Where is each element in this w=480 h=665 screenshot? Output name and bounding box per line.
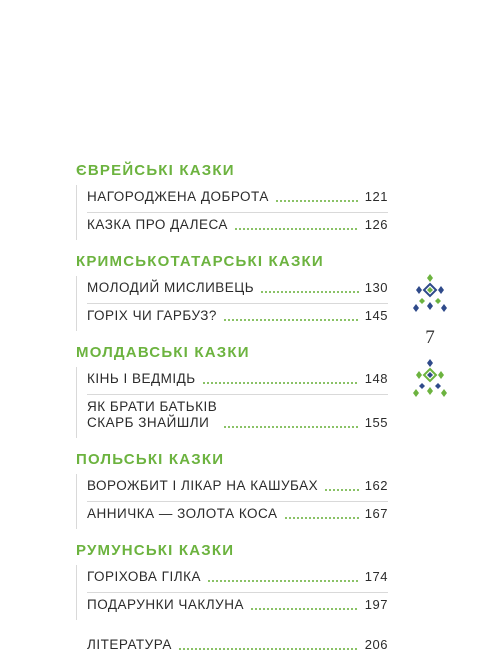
toc-entry[interactable]	[87, 395, 388, 438]
toc-entry[interactable]	[87, 367, 388, 395]
dot-leader	[260, 291, 359, 293]
section-heading: ПОЛЬСЬКІ КАЗКИ	[76, 451, 225, 468]
dot-leader	[275, 200, 359, 202]
toc-entry[interactable]	[87, 593, 388, 620]
entry-title: КІНЬ І ВЕДМІДЬ	[87, 371, 196, 386]
entry-title: ГОРІХОВА ГІЛКА	[87, 569, 201, 584]
dot-leader	[207, 580, 359, 582]
entry-list	[76, 565, 388, 620]
entry-title: ПОДАРУНКИ ЧАКЛУНА	[87, 597, 244, 612]
dot-leader	[223, 426, 359, 428]
entry-list	[76, 367, 388, 438]
dot-leader	[202, 382, 359, 384]
entry-page-number: 155	[364, 415, 388, 430]
entry-page-number: 197	[364, 597, 388, 612]
toc-section	[76, 162, 388, 240]
toc-section	[76, 344, 388, 438]
literature-section	[76, 633, 388, 660]
toc-entry[interactable]	[87, 565, 388, 593]
entry-list	[76, 474, 388, 529]
entry-title: НАГОРОДЖЕНА ДОБРОТА	[87, 189, 269, 204]
toc-entry[interactable]	[87, 185, 388, 213]
entry-title: МОЛОДИЙ МИСЛИВЕЦЬ	[87, 280, 255, 295]
section-heading: МОЛДАВСЬКІ КАЗКИ	[76, 344, 250, 361]
dot-leader	[250, 608, 359, 610]
entry-title: ЯК БРАТИ БАТЬКІВ СКАРБ ЗНАЙШЛИ	[87, 399, 218, 430]
toc-entry[interactable]	[87, 276, 388, 304]
entry-page-number: 130	[364, 280, 388, 295]
embroidery-ornament-icon	[413, 357, 447, 401]
toc-entry[interactable]	[87, 304, 388, 331]
entry-title: ВОРОЖБИТ І ЛІКАР НА КАШУБАХ	[87, 478, 319, 493]
entry-page-number: 148	[364, 371, 388, 386]
section-heading: РУМУНСЬКІ КАЗКИ	[76, 542, 235, 559]
page-side	[413, 272, 447, 406]
entry-title: КАЗКА ПРО ДАЛЕСА	[87, 217, 228, 232]
dot-leader	[223, 319, 359, 321]
dot-leader	[284, 517, 359, 519]
section-heading: КРИМСЬКОТАТАРСЬКІ КАЗКИ	[76, 253, 324, 270]
entry-page-number: 145	[364, 308, 388, 323]
dot-leader	[324, 489, 359, 491]
entry-title: ГОРІХ ЧИ ГАРБУЗ?	[87, 308, 217, 323]
toc-section	[76, 542, 388, 620]
toc-section	[76, 451, 388, 529]
entry-title: АННИЧКА — ЗОЛОТА КОСА	[87, 506, 278, 521]
dot-leader	[234, 228, 359, 230]
toc-entry[interactable]	[87, 474, 388, 502]
embroidery-ornament-icon	[413, 272, 447, 316]
toc-entry[interactable]	[87, 213, 388, 240]
entry-page-number: 121	[364, 189, 388, 204]
entry-page-number: 174	[364, 569, 388, 584]
table-of-contents	[76, 162, 388, 660]
entry-list	[76, 185, 388, 240]
page-number: 7	[425, 327, 435, 348]
entry-title: ЛІТЕРАТУРА	[87, 637, 172, 652]
toc-entry[interactable]	[87, 502, 388, 529]
dot-leader	[178, 648, 359, 650]
literature-entry[interactable]	[87, 633, 388, 660]
toc-section	[76, 253, 388, 331]
entry-page-number: 206	[364, 637, 388, 652]
entry-page-number: 167	[364, 506, 388, 521]
entry-list	[76, 276, 388, 331]
section-heading: ЄВРЕЙСЬКІ КАЗКИ	[76, 162, 235, 179]
entry-page-number: 162	[364, 478, 388, 493]
entry-page-number: 126	[364, 217, 388, 232]
